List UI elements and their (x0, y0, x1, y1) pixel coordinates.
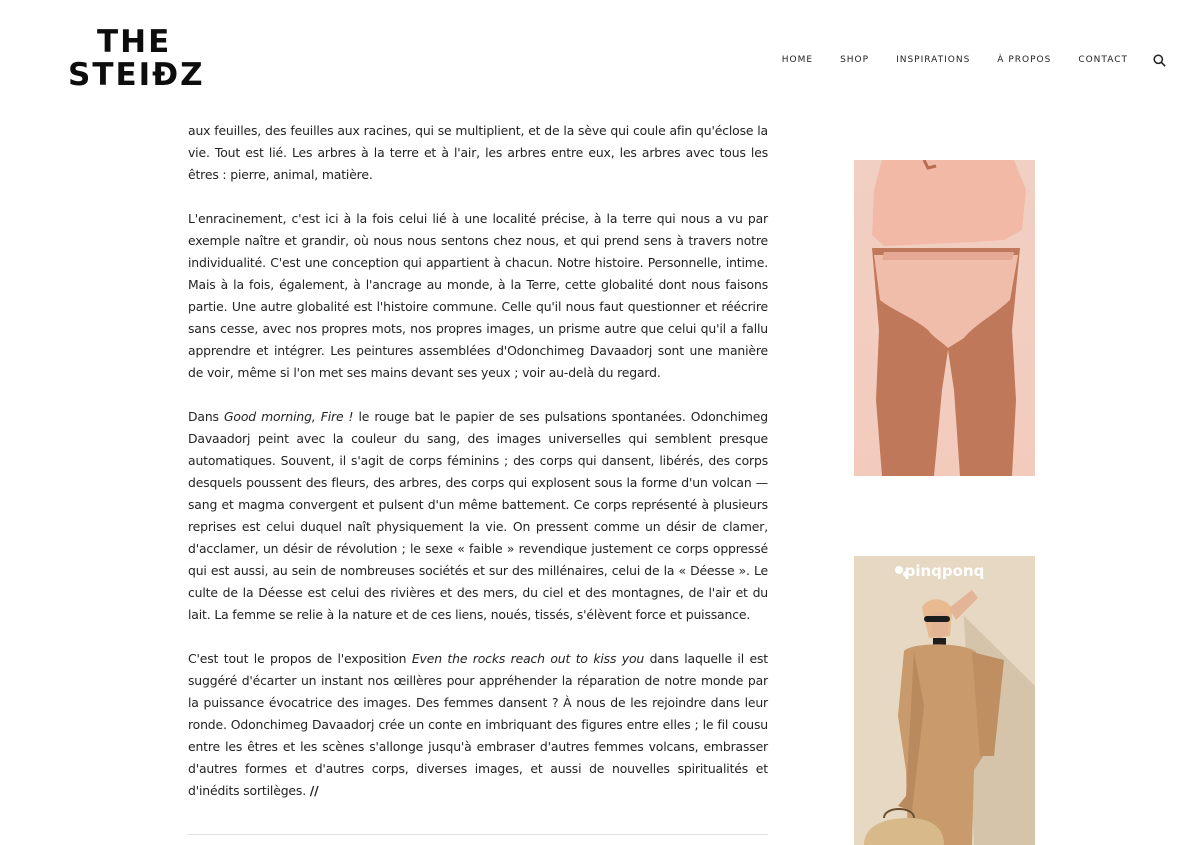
article-paragraph (188, 648, 768, 802)
logo-line-2: STEIÐZ (68, 57, 205, 93)
article-paragraph: aux feuilles, des feuilles aux racines, qui se multiplient, et de la sève qui coule afin qu'éclose la vie. Tout est lié. Les arbres à la terre et à l'air, les arbres entre eux, les arbres avec tous les êtres : pierre, animal, matière. (188, 123, 768, 182)
article-paragraph: L'enracinement, c'est ici à la fois celui lié à une localité précise, à la terre qui nous a vu par exemple naître et grandir, où nous nous sentons chez nous, et qui prend sens à travers notre individualité. C'est une conception qui appartient à chacun. Notre histoire. Personnelle, intime. Mais à la fois, également, à l'ancrage au monde, à la Terre, cette globalité dont nous faisons partie. Une autre globalité est l'histoire commune. Celle qu'il nous faut questionner et réécrire sans cesse, avec nos propres mots, nos propres images, un prisme autre que celui qu'il a fallu apprendre et intégrer. Les peintures assemblées d'Odonchimeg Davaadorj sont une manière de voir, même si l'on met ses mains devant ses yeux ; voir au-delà du regard. (188, 211, 768, 380)
exhibition-title-italic: Even the rocks reach out to kiss you (411, 651, 645, 666)
pinqponq-ad-illustration (854, 556, 1035, 845)
nav-item-shop[interactable]: SHOP (840, 55, 870, 65)
main-nav (755, 53, 1166, 67)
search-icon[interactable] (1152, 53, 1166, 67)
article-body (188, 120, 768, 824)
meus-ad-illustration (854, 160, 1035, 476)
nav-item-contact[interactable]: CONTACT (1078, 55, 1128, 65)
text-run: le rouge bat le papier de ses pulsations spontanées. Odonchimeg Davaadorj peint avec la couleur du sang, des images universelles qui semblent presque automatiques. Souvent, il s'agit de corps féminins ; des corps qui dansent, libérés, des corps desquels poussent des fleurs, des arbres, des corps qui explosent sous la forme d'un volcan — sang et magma convergent et pulsent d'un même battement. Ce corps représenté à plusieurs reprises est celui duquel naît physiquement la vie. On pressent comme un désir de clamer, d'acclamer, un désir de révolution ; le sexe « faible » revendique justement ce corps oppressé qui est aussi, au sein de nombreuses sociétés et sur des millénaires, celui de la « Déesse ». Le culte de la Déesse est celui des rivières et des mers, du ciel et des montagnes, de l'air et du lait. La femme se relie à la nature et de ces liens, noués, tissés, s'élèvent force et puissance. (188, 409, 768, 622)
article-divider (188, 834, 768, 835)
text-run: dans laquelle il est suggéré d'écarter un instant nos œillères pour appréhender la réparation de notre monde par la puissance évocatrice des images. Des femmes dansent ? À nous de les rejoindre dans leur ronde. Odonchimeg Davaadorj crée un conte en imbriquant des figures entre elles ; le fil cousu entre les êtres et les scènes s'allonge jusqu'à embraser d'autres femmes volcans, embrasser d'autres formes et d'autres corps, diverses images, et aussi de nouvelles spiritualités et d'inédits sortilèges. (188, 651, 769, 798)
article-paragraph (188, 406, 768, 626)
text-run: C'est tout le propos de l'exposition (188, 651, 412, 666)
nav-item-home[interactable]: HOME (781, 55, 814, 65)
site-logo[interactable] (68, 24, 205, 95)
article-signature: // (309, 783, 319, 798)
meus-ad-banner[interactable] (854, 160, 1035, 476)
nav-item-inspirations[interactable]: INSPIRATIONS (896, 55, 971, 65)
text-run: Dans (188, 409, 224, 424)
pinqponq-ad-banner[interactable] (854, 556, 1035, 845)
nav-item-a-propos[interactable]: À PROPOS (997, 55, 1052, 65)
exhibition-title-italic: Good morning, Fire ! (223, 409, 354, 424)
logo-line-1: THE (97, 24, 172, 60)
pinqponq-ad-brand: pinqponq (904, 562, 985, 580)
